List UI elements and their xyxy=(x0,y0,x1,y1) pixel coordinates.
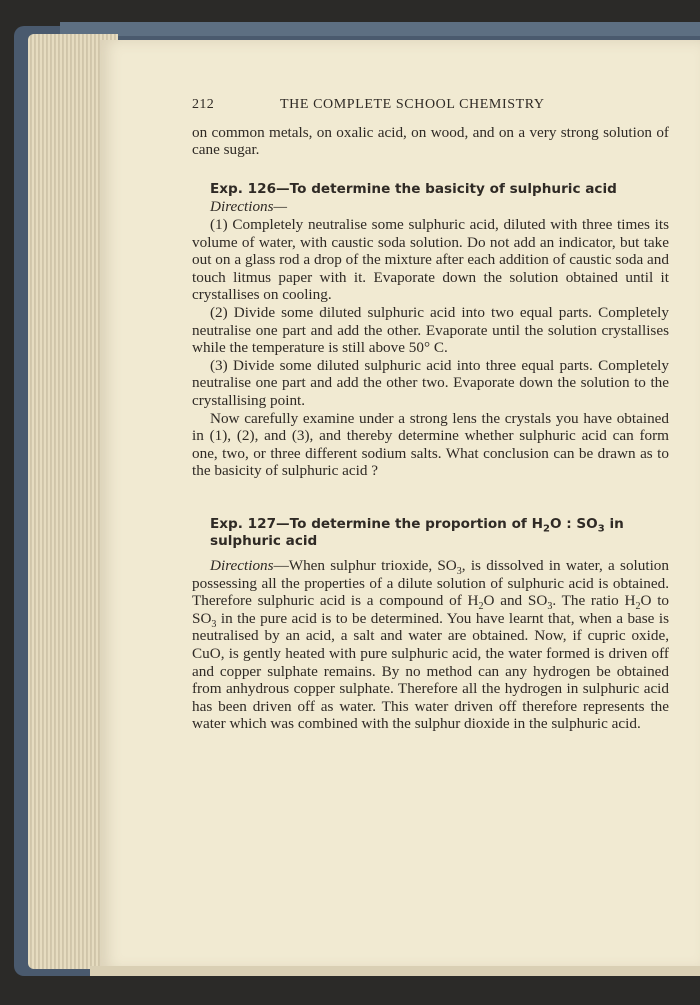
exp-126-step-1: (1) Completely neutralise some sulphuric acid, diluted with three times its volume of water, with caustic soda solution. Do not add an indicator, but take out on a glass rod a drop of the mixture after each addition of caustic soda and touch litmus paper with it. Evaporate down the solution obtained until it crystallises on cooling. xyxy=(192,215,669,304)
exp-127-title: Exp. 127—To determine the proportion of $H_2O$ : $SO_3$ in sulphuric acid xyxy=(210,515,624,550)
page-bottom-edge xyxy=(90,966,700,976)
exp-126-conclusion: Now carefully examine under a strong lens the crystals you have obtained in (1), (2), and (3), and thereby determine whether sulphuric acid can form one, two, or three different sodium salts. What conclusion can be drawn as to the basicity of sulphuric acid ? xyxy=(192,409,669,480)
exp-126-step-2: (2) Divide some diluted sulphuric acid into two equal parts. Completely neutralise one part and add the other. Evaporate until the solution crystallises while the temperature is still above 50° C. xyxy=(192,303,669,357)
intro-paragraph: on common metals, on oxalic acid, on wood, and on a very strong solution of cane sugar. xyxy=(192,123,669,159)
exp-126-title: Exp. 126—To determine the basicity of sulphuric acid xyxy=(210,180,617,197)
page-header xyxy=(192,96,669,114)
running-head: THE COMPLETE SCHOOL CHEMISTRY xyxy=(280,97,545,112)
book-cover-top-edge xyxy=(60,22,700,36)
page-number: 212 xyxy=(192,97,215,112)
page-content xyxy=(192,96,669,733)
exp-126-step-3: (3) Divide some diluted sulphuric acid into three equal parts. Completely neutralise one part and add the other two. Evaporate down the solution to the crystallising point. xyxy=(192,356,669,409)
exp-127-directions-label: Directions xyxy=(210,557,274,575)
exp-126-directions-label: Directions— xyxy=(210,198,288,216)
exp-127-body: Directions—When sulphur trioxide, $SO_3$, is dissolved in water, a solution possessing all the properties of a dilute solution of sulphuric acid is obtained. Therefore sulphuric acid is a compound of $H_2O$ and $SO_3$. The ratio $H_2O$ to $SO_3$ in the pure acid is to be determined. You have learnt that, when a base is neutralised by an acid, a salt and water are obtained. Now, if cupric oxide, CuO, is gently heated with pure sulphuric acid, the water formed is driven off and copper sulphate remains. By no method can any hydrogen be obtained from anhydrous copper sulphate. Therefore all the hydrogen in sulphuric acid has been driven off as water. This water driven off therefore represents the water which was combined with the sulphur dioxide in the sulphuric acid. xyxy=(192,557,670,733)
